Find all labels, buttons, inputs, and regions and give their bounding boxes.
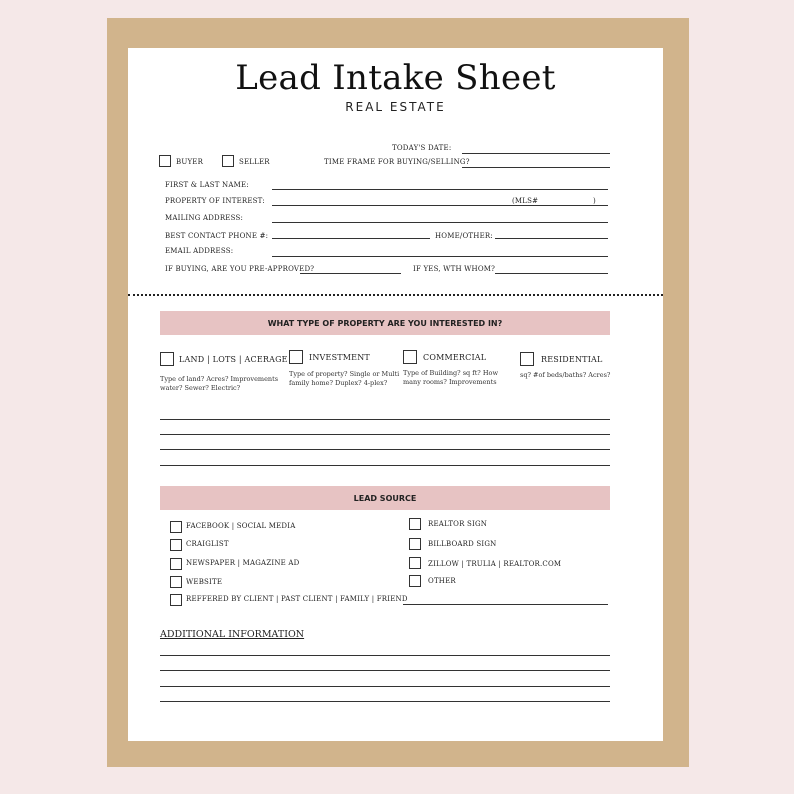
property-label: PROPERTY OF INTEREST: [165, 197, 265, 205]
with-whom-field[interactable] [495, 273, 608, 274]
investment-hint: Type of property? Single or Multi family home? Duplex? 4-plex? [289, 370, 400, 387]
mls-close: ) [593, 197, 596, 205]
realtor-sign-label: REALTOR SIGN [428, 520, 488, 528]
website-label: WEBSITE [186, 578, 223, 586]
additional-line[interactable] [160, 686, 610, 687]
website-checkbox[interactable] [170, 576, 182, 588]
page-subtitle: REAL ESTATE [345, 100, 446, 114]
residential-checkbox[interactable] [520, 352, 534, 366]
additional-line[interactable] [160, 670, 610, 671]
land-label: LAND | LOTS | ACERAGE [179, 355, 288, 364]
email-label: EMAIL ADDRESS: [165, 247, 234, 255]
other-checkbox[interactable] [409, 575, 421, 587]
investment-label: INVESTMENT [309, 353, 370, 362]
zillow-label: ZILLOW | TRULIA | REALTOR.COM [428, 560, 562, 568]
referred-field[interactable] [403, 604, 608, 605]
phone-label: BEST CONTACT PHONE #: [165, 232, 269, 240]
notes-line[interactable] [160, 434, 610, 435]
additional-line[interactable] [160, 701, 610, 702]
name-label: FIRST & LAST NAME: [165, 181, 249, 189]
property-type-heading: WHAT TYPE OF PROPERTY ARE YOU INTERESTED IN? [160, 311, 610, 335]
commercial-label: COMMERCIAL [423, 353, 487, 362]
seller-label: SELLER [239, 158, 270, 166]
property-field[interactable] [272, 205, 608, 206]
lead-source-heading: LEAD SOURCE [160, 486, 610, 510]
buyer-label: BUYER [176, 158, 204, 166]
investment-checkbox[interactable] [289, 350, 303, 364]
with-whom-label: IF YES, WTH WHOM? [413, 265, 496, 273]
facebook-label: FACEBOOK | SOCIAL MEDIA [186, 522, 296, 530]
mailing-field[interactable] [272, 222, 608, 223]
land-checkbox[interactable] [160, 352, 174, 366]
commercial-hint: Type of Building? sq ft? How many rooms? Improvements [403, 369, 499, 386]
preapproved-label: IF BUYING, ARE YOU PRE-APPROVED? [165, 265, 315, 273]
facebook-checkbox[interactable] [170, 521, 182, 533]
todays-date-field[interactable] [462, 153, 610, 154]
other-label: OTHER [428, 577, 456, 585]
phone-field[interactable] [272, 238, 430, 239]
zillow-checkbox[interactable] [409, 557, 421, 569]
notes-line[interactable] [160, 419, 610, 420]
mls-label: (MLS# [512, 197, 539, 205]
residential-hint: sq? #of beds/baths? Acres? [520, 371, 611, 379]
realtor-sign-checkbox[interactable] [409, 518, 421, 530]
page-title: Lead Intake Sheet [235, 58, 556, 98]
notes-line[interactable] [160, 465, 610, 466]
commercial-checkbox[interactable] [403, 350, 417, 364]
land-hint: Type of land? Acres? Improvements water? Sewer? Electric? [160, 375, 279, 392]
newspaper-label: NEWSPAPER | MAGAZINE AD [186, 559, 300, 567]
referred-checkbox[interactable] [170, 594, 182, 606]
additional-line[interactable] [160, 655, 610, 656]
time-frame-field[interactable] [462, 167, 610, 168]
billboard-label: BILLBOARD SIGN [428, 540, 497, 548]
craigslist-label: CRAIGLIST [186, 540, 229, 548]
name-field[interactable] [272, 189, 608, 190]
cut-line-divider [128, 294, 663, 296]
email-field[interactable] [272, 256, 608, 257]
time-frame-label: TIME FRAME FOR BUYING/SELLING? [324, 158, 470, 166]
referred-label: REFFERED BY CLIENT | PAST CLIENT | FAMILY | FRIEND [186, 595, 408, 603]
notes-line[interactable] [160, 449, 610, 450]
preapproved-field[interactable] [300, 273, 401, 274]
additional-info-heading: ADDITIONAL INFORMATION [160, 629, 305, 640]
buyer-checkbox[interactable] [159, 155, 171, 167]
home-other-field[interactable] [495, 238, 608, 239]
todays-date-label: TODAY'S DATE: [392, 144, 452, 152]
billboard-checkbox[interactable] [409, 538, 421, 550]
mailing-label: MAILING ADDRESS: [165, 214, 244, 222]
residential-label: RESIDENTIAL [541, 355, 603, 364]
seller-checkbox[interactable] [222, 155, 234, 167]
newspaper-checkbox[interactable] [170, 558, 182, 570]
craigslist-checkbox[interactable] [170, 539, 182, 551]
home-other-label: HOME/OTHER: [435, 232, 493, 240]
